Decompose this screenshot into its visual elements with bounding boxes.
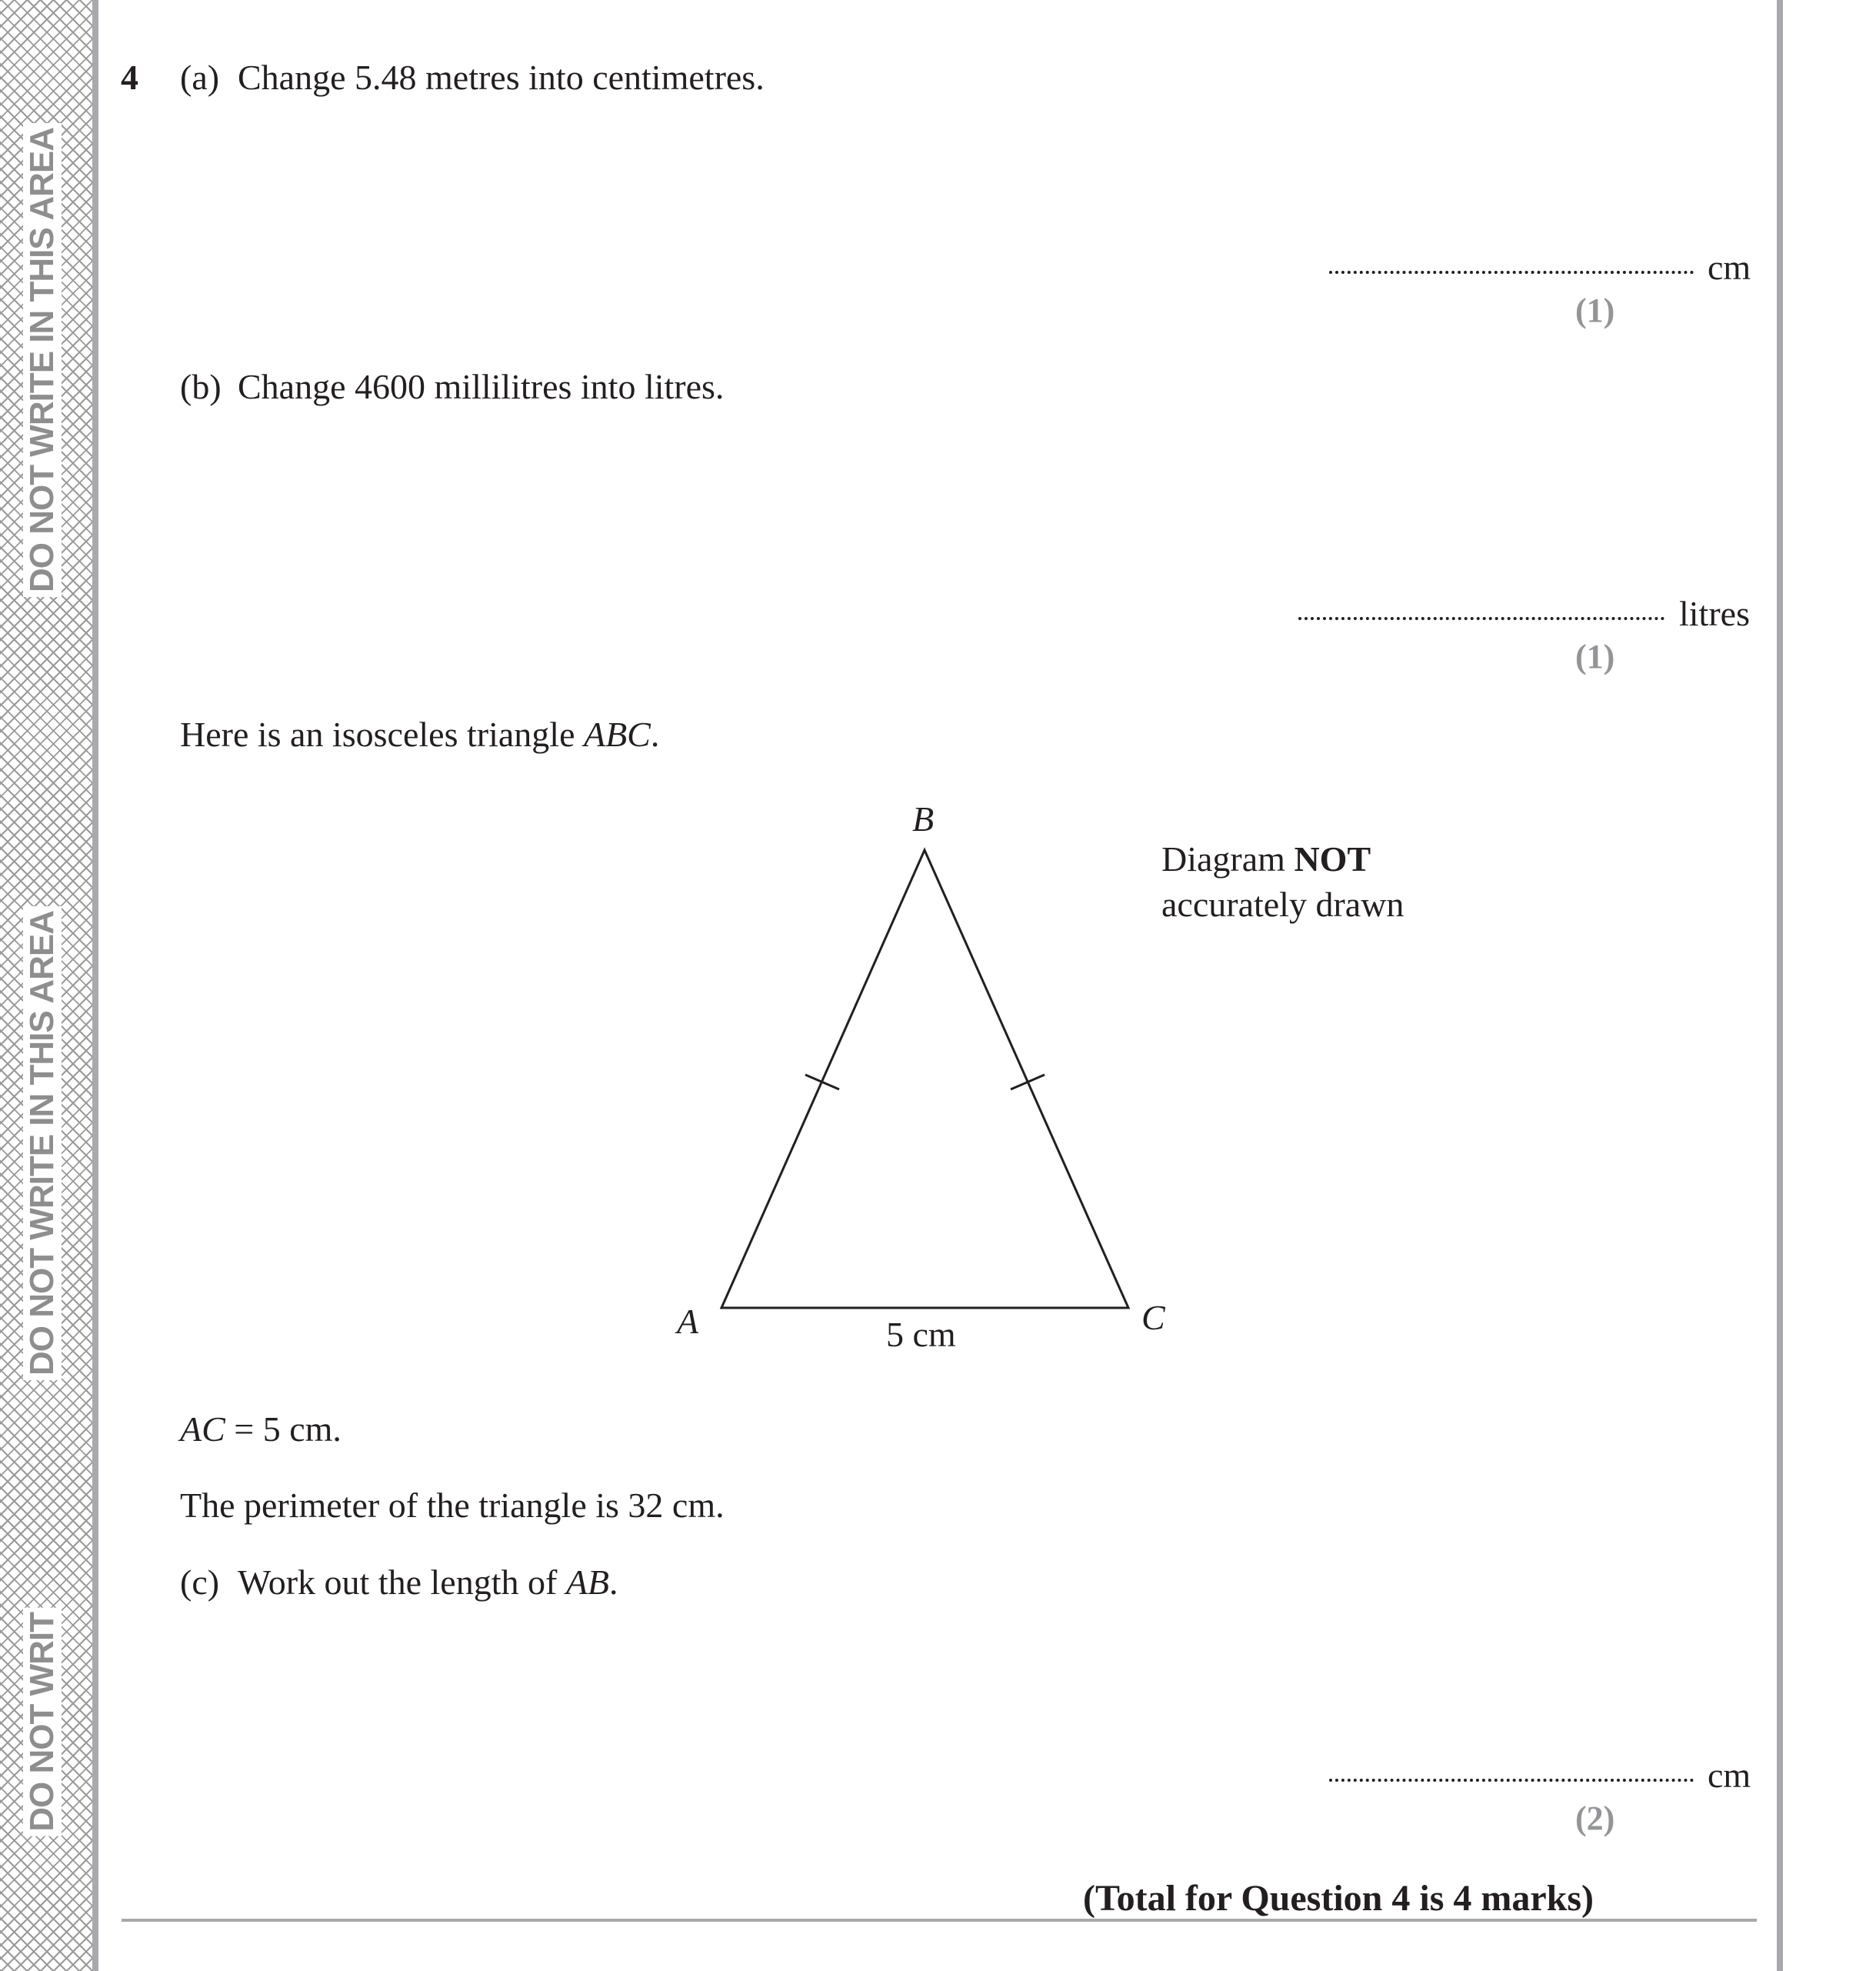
triangle-abc [721, 850, 1128, 1308]
perimeter-statement: The perimeter of the triangle is 32 cm. [180, 1486, 725, 1525]
part-c-label: (c) [180, 1562, 220, 1602]
vertex-label-c: C [1141, 1298, 1165, 1337]
diagram-note: Diagram NOT accurately drawn [1161, 839, 1405, 924]
tick-mark-bc [1011, 1075, 1045, 1089]
triangle-intro: Here is an isosceles triangle ABC. [180, 715, 660, 754]
answer-unit-a: cm [1708, 248, 1751, 287]
marks-c: (2) [1575, 1799, 1615, 1837]
question-total: (Total for Question 4 is 4 marks) [1083, 1878, 1594, 1919]
part-b-text: Change 4600 millilitres into litres. [238, 367, 725, 406]
marks-a: (1) [1575, 292, 1615, 329]
tick-mark-ab [805, 1075, 839, 1089]
question-number: 4 [121, 58, 138, 97]
answer-line-c[interactable] [1329, 1779, 1694, 1782]
part-a-label: (a) [180, 58, 220, 97]
margin-warning-label: DO NOT WRITE IN THIS AREA [23, 906, 62, 1380]
margin-warning-label-cut: DO NOT WRIT [23, 1608, 62, 1836]
base-length-label: 5 cm [886, 1315, 956, 1354]
margin-warning-label: DO NOT WRITE IN THIS AREA [23, 123, 62, 597]
part-a-text: Change 5.48 metres into centimetres. [238, 58, 765, 97]
marks-b: (1) [1575, 638, 1615, 675]
given-ac: AC = 5 cm. [180, 1409, 342, 1449]
part-c-text: Work out the length of AB. [238, 1562, 618, 1602]
bottom-rule [122, 1919, 1757, 1922]
part-b-label: (b) [180, 367, 222, 406]
vertex-label-a: A [677, 1302, 699, 1341]
vertex-label-b: B [912, 799, 935, 839]
answer-unit-c: cm [1708, 1756, 1751, 1795]
answer-unit-b: litres [1679, 594, 1750, 633]
